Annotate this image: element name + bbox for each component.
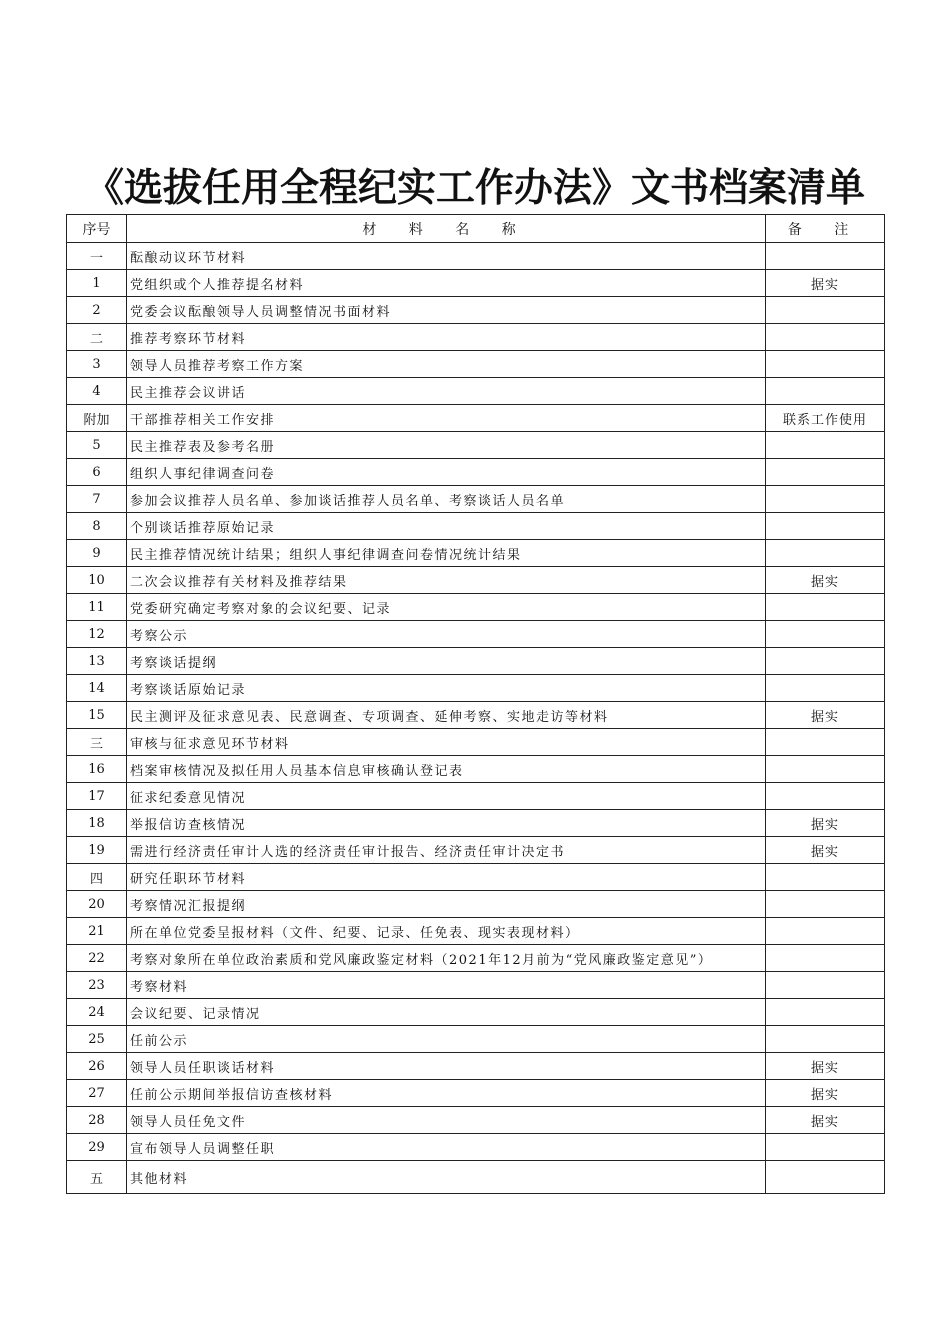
header-note: 备 注 [766,215,885,243]
row-note [766,729,885,756]
row-no: 23 [67,972,127,999]
table-row [67,1053,885,1080]
row-note [766,486,885,513]
row-name: 审核与征求意见环节材料 [127,729,766,756]
row-name: 研究任职环节材料 [127,864,766,891]
table-row [67,864,885,891]
header-no: 序号 [67,215,127,243]
row-note [766,1026,885,1053]
row-no: 11 [67,594,127,621]
row-name: 考察情况汇报提纲 [127,891,766,918]
page-title: 《选拔任用全程纪实工作办法》文书档案清单 [84,165,865,211]
row-name: 民主推荐表及参考名册 [127,432,766,459]
row-no: 19 [67,837,127,864]
row-no: 14 [67,675,127,702]
row-note [766,675,885,702]
row-no: 三 [67,729,127,756]
row-name: 举报信访查核情况 [127,810,766,837]
row-no: 24 [67,999,127,1026]
row-no: 四 [67,864,127,891]
row-note [766,945,885,972]
table-row [67,999,885,1026]
header-name: 材 料 名 称 [127,215,766,243]
row-name: 民主测评及征求意见表、民意调查、专项调查、延伸考察、实地走访等材料 [127,702,766,729]
row-no: 五 [67,1161,127,1194]
table-row [67,756,885,783]
table-row [67,513,885,540]
row-no: 13 [67,648,127,675]
table-row [67,675,885,702]
row-note [766,621,885,648]
row-note [766,540,885,567]
row-name: 任前公示期间举报信访查核材料 [127,1080,766,1107]
row-no: 20 [67,891,127,918]
row-note: 据实 [766,810,885,837]
row-no: 10 [67,567,127,594]
table-row [67,351,885,378]
row-name: 所在单位党委呈报材料（文件、纪要、记录、任免表、现实表现材料） [127,918,766,945]
table-row [67,270,885,297]
table-row [67,891,885,918]
row-name: 宣布领导人员调整任职 [127,1134,766,1161]
row-no: 25 [67,1026,127,1053]
row-no: 6 [67,459,127,486]
row-note [766,432,885,459]
table-row [67,567,885,594]
row-name: 考察谈话提纲 [127,648,766,675]
row-note [766,378,885,405]
row-note [766,864,885,891]
archive-list-table [66,214,885,1194]
table-row [67,405,885,432]
row-no: 1 [67,270,127,297]
row-no: 18 [67,810,127,837]
table-row [67,972,885,999]
table-body [67,243,885,1194]
row-no: 一 [67,243,127,270]
row-no: 2 [67,297,127,324]
row-name: 其他材料 [127,1161,766,1194]
row-note [766,351,885,378]
row-note: 据实 [766,1053,885,1080]
table-row [67,621,885,648]
row-note: 据实 [766,1080,885,1107]
row-no: 8 [67,513,127,540]
table-row [67,459,885,486]
table-row [67,810,885,837]
table-row [67,918,885,945]
row-name: 任前公示 [127,1026,766,1053]
row-note [766,648,885,675]
row-name: 干部推荐相关工作安排 [127,405,766,432]
table-row [67,594,885,621]
table-header-row [67,215,885,243]
row-name: 领导人员任免文件 [127,1107,766,1134]
row-name: 党组织或个人推荐提名材料 [127,270,766,297]
row-note [766,918,885,945]
table-row [67,432,885,459]
row-name: 组织人事纪律调查问卷 [127,459,766,486]
row-name: 领导人员推荐考察工作方案 [127,351,766,378]
row-note [766,594,885,621]
row-note: 据实 [766,1107,885,1134]
row-note: 据实 [766,270,885,297]
table-row [67,702,885,729]
row-name: 个别谈话推荐原始记录 [127,513,766,540]
row-name: 考察对象所在单位政治素质和党风廉政鉴定材料（2021年12月前为“党风廉政鉴定意见”） [127,945,766,972]
row-no: 22 [67,945,127,972]
row-name: 需进行经济责任审计人选的经济责任审计报告、经济责任审计决定书 [127,837,766,864]
row-no: 3 [67,351,127,378]
row-note [766,1134,885,1161]
table-row [67,297,885,324]
row-note: 联系工作使用 [766,405,885,432]
row-no: 26 [67,1053,127,1080]
table-row [67,837,885,864]
row-no: 17 [67,783,127,810]
row-name: 二次会议推荐有关材料及推荐结果 [127,567,766,594]
row-name: 参加会议推荐人员名单、参加谈话推荐人员名单、考察谈话人员名单 [127,486,766,513]
table-row [67,1026,885,1053]
table-row [67,1161,885,1194]
table-row [67,1107,885,1134]
row-note [766,1161,885,1194]
row-note [766,891,885,918]
row-note [766,243,885,270]
row-no: 21 [67,918,127,945]
row-no: 12 [67,621,127,648]
row-note [766,972,885,999]
row-no: 5 [67,432,127,459]
row-name: 征求纪委意见情况 [127,783,766,810]
row-name: 考察材料 [127,972,766,999]
row-no: 28 [67,1107,127,1134]
table-row [67,486,885,513]
row-note: 据实 [766,702,885,729]
row-no: 9 [67,540,127,567]
table-row [67,1080,885,1107]
row-name: 领导人员任职谈话材料 [127,1053,766,1080]
row-note [766,459,885,486]
row-no: 4 [67,378,127,405]
row-note [766,756,885,783]
row-name: 推荐考察环节材料 [127,324,766,351]
table-row [67,783,885,810]
row-no: 附加 [67,405,127,432]
row-note [766,513,885,540]
table-row [67,243,885,270]
table-row [67,540,885,567]
row-name: 考察谈话原始记录 [127,675,766,702]
row-no: 二 [67,324,127,351]
row-name: 党委研究确定考察对象的会议纪要、记录 [127,594,766,621]
row-no: 7 [67,486,127,513]
row-name: 会议纪要、记录情况 [127,999,766,1026]
row-name: 酝酿动议环节材料 [127,243,766,270]
row-note [766,783,885,810]
row-name: 档案审核情况及拟任用人员基本信息审核确认登记表 [127,756,766,783]
row-no: 16 [67,756,127,783]
table-row [67,729,885,756]
row-name: 民主推荐会议讲话 [127,378,766,405]
table-row [67,945,885,972]
row-name: 民主推荐情况统计结果；组织人事纪律调查问卷情况统计结果 [127,540,766,567]
row-note [766,999,885,1026]
row-note [766,297,885,324]
table-row [67,1134,885,1161]
table-row [67,324,885,351]
table-row [67,648,885,675]
table-row [67,378,885,405]
row-no: 27 [67,1080,127,1107]
row-note: 据实 [766,837,885,864]
row-no: 29 [67,1134,127,1161]
row-note: 据实 [766,567,885,594]
row-name: 考察公示 [127,621,766,648]
row-no: 15 [67,702,127,729]
row-name: 党委会议酝酿领导人员调整情况书面材料 [127,297,766,324]
row-note [766,324,885,351]
